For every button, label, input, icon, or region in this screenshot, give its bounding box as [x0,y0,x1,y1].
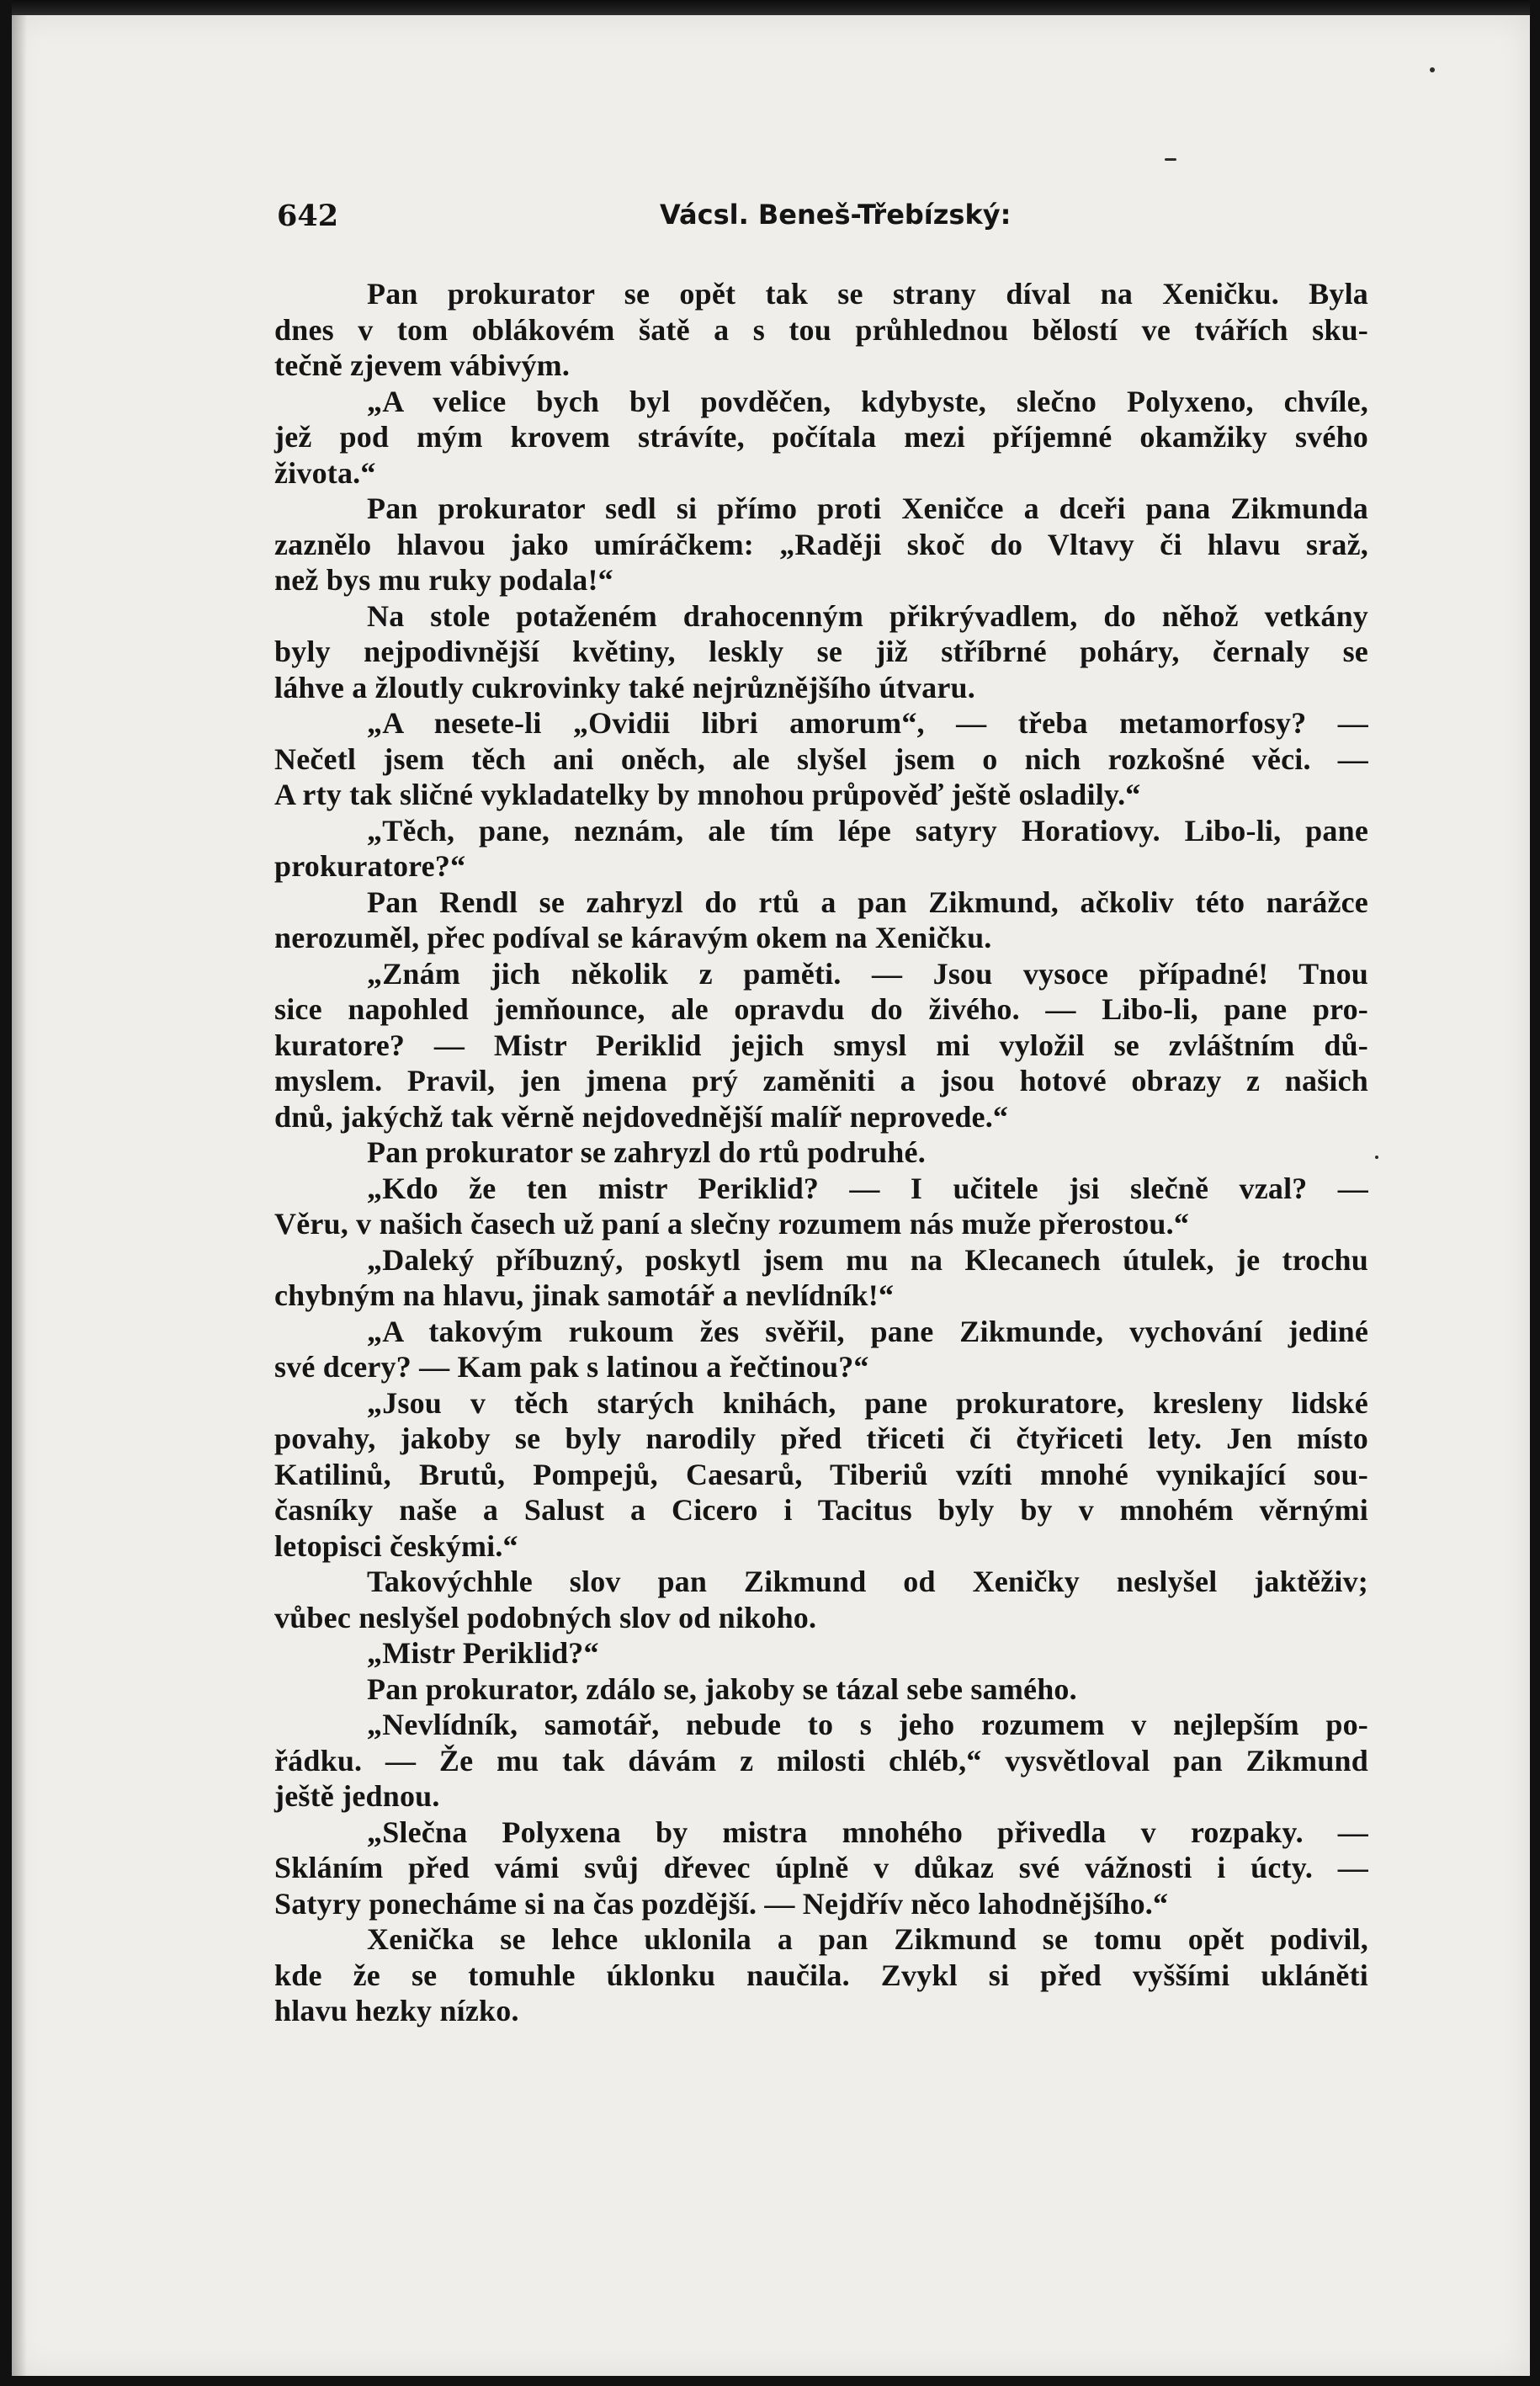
text-line: jež pod mým krovem strávíte, počítala mezi příjemné okamžiky svého [274,420,1368,454]
text-line: sice napohled jemňounce, ale opravdu do živého. — Libo-li, pane pro- [274,992,1368,1026]
text-line: „Znám jich několik z paměti. — Jsou vysoce případné! Tnou [367,956,1368,991]
text-line: hlavu hezky nízko. [274,1994,519,2027]
text-line: zaznělo hlavou jako umíráčkem: „Raději skoč do Vltavy či hlavu sraž, [274,527,1368,561]
text-line: „A velice bych byl povděčen, kdybyste, slečno Polyxeno, chvíle, [367,384,1368,418]
text-line: myslem. Pravil, jen jmena prý zaměniti a jsou hotové obrazy z našich [274,1064,1368,1097]
text-line: života.“ [274,455,376,490]
text-line: ještě jednou. [274,1779,440,1813]
page-spine-shadow [12,15,27,2376]
running-header [277,199,1371,241]
text-line: Věru, v našich časech už paní a slečny rozumem nás muže přerostou.“ [274,1207,1190,1241]
text-line: „Daleký příbuzný, poskytl jsem mu na Klecanech útulek, je trochu [367,1242,1368,1277]
scan-speck [1165,158,1176,161]
text-line: vůbec neslyšel podobných slov od nikoho. [274,1600,817,1634]
text-line: kde že se tomuhle úklonku naučila. Zvykl si před vyššími ukláněti [274,1958,1368,1992]
text-line: než bys mu ruky podala!“ [274,563,613,597]
text-line: láhve a žloutly cukrovinky také nejrůznějšího útvaru. [274,670,975,704]
text-line: Pan prokurator se zahryzl do rtů podruhé. [367,1135,926,1169]
text-line: řádku. — Že mu tak dávám z milosti chléb,“ vysvětloval pan Zikmund [274,1743,1368,1778]
text-line: Pan prokurator, zdálo se, jakoby se tázal sebe samého. [367,1671,1077,1706]
text-line: „Nevlídník, samotář, nebude to s jeho rozumem v nejlepším po- [367,1708,1368,1741]
scan-speck [1375,1156,1378,1159]
running-head-author: Vácsl. Beneš-Třebízský: [660,199,1012,231]
text-line: Nečetl jsem těch ani oněch, ale slyšel jsem o nich rozkošné věci. — [274,741,1368,776]
text-line: dnes v tom oblákovém šatě a s tou průhlednou bělostí ve tvářích sku- [274,312,1368,347]
text-line: povahy, jakoby se byly narodily před třiceti či čtyřiceti lety. Jen místo [274,1422,1368,1455]
text-line: „Jsou v těch starých knihách, pane prokuratore, kresleny lidské [367,1385,1368,1420]
scan-border-top [0,0,1540,15]
text-line: chybným na hlavu, jinak samotář a nevlídník!“ [274,1278,895,1312]
text-line: Katilinů, Brutů, Pompejů, Caesarů, Tiberiů vzíti mnohé vynikající sou- [274,1457,1368,1491]
text-line: Satyry ponecháme si na čas pozdější. — Nejdřív něco lahodnějšího.“ [274,1886,1169,1921]
scan-speck [1430,67,1435,72]
scan-border-left [0,0,12,2386]
text-line: své dcery? — Kam pak s latinou a řečtinou?“ [274,1350,869,1384]
text-line: Pan Rendl se zahryzl do rtů a pan Zikmund, ačkoliv této narážce [367,885,1368,919]
body-text [274,276,1368,2029]
scan-border-bottom [0,2376,1540,2386]
text-line: Skláním před vámi svůj dřevec úplně v důkaz své vážnosti i úcty. — [274,1851,1368,1884]
text-line: Pan prokurator se opět tak se strany díval na Xeničku. Byla [367,277,1368,311]
text-line: dnů, jakýchž tak věrně nejdovednější malíř neprovede.“ [274,1099,1009,1134]
page-number: 642 [277,199,339,233]
text-line: kuratore? — Mistr Periklid jejich smysl mi vyložil se zvláštním dů- [274,1028,1368,1062]
scan-border-right [1530,0,1540,2386]
text-line: časníky naše a Salust a Cicero i Tacitus byly by v mnohém věrnými [274,1493,1368,1527]
text-line: A rty tak sličné vykladatelky by mnohou průpověď ještě osladily.“ [274,778,1141,811]
text-line: letopisci českými.“ [274,1528,518,1563]
book-page [12,15,1530,2376]
text-line: byly nejpodivnější květiny, leskly se již stříbrné poháry, černaly se [274,635,1368,668]
text-line: „Těch, pane, neznám, ale tím lépe satyry Horatiovy. Libo-li, pane [367,813,1368,848]
text-line: prokuratore?“ [274,849,466,883]
text-line: „A takovým rukoum žes svěřil, pane Zikmunde, vychování jediné [367,1314,1368,1348]
text-line: „A nesete-li „Ovidii libri amorum“, — třeba metamorfosy? — [367,706,1368,740]
text-line: „Slečna Polyxena by mistra mnohého přivedla v rozpaky. — [367,1815,1368,1849]
text-line: Na stole potaženém drahocenným přikrývadlem, do něhož vetkány [367,598,1368,633]
text-line: nerozuměl, přec podíval se káravým okem na Xeničku. [274,921,992,954]
text-line: „Mistr Periklid?“ [367,1636,599,1670]
text-line: tečně zjevem vábivým. [274,348,571,382]
text-line: „Kdo že ten mistr Periklid? — I učitele jsi slečně vzal? — [367,1171,1368,1205]
text-line: Takovýchhle slov pan Zikmund od Xeničky neslyšel jaktěživ; [367,1565,1368,1598]
text-line: Xenička se lehce uklonila a pan Zikmund se tomu opět podivil, [367,1922,1368,1956]
text-line: Pan prokurator sedl si přímo proti Xeničce a dceři pana Zikmunda [367,492,1368,525]
